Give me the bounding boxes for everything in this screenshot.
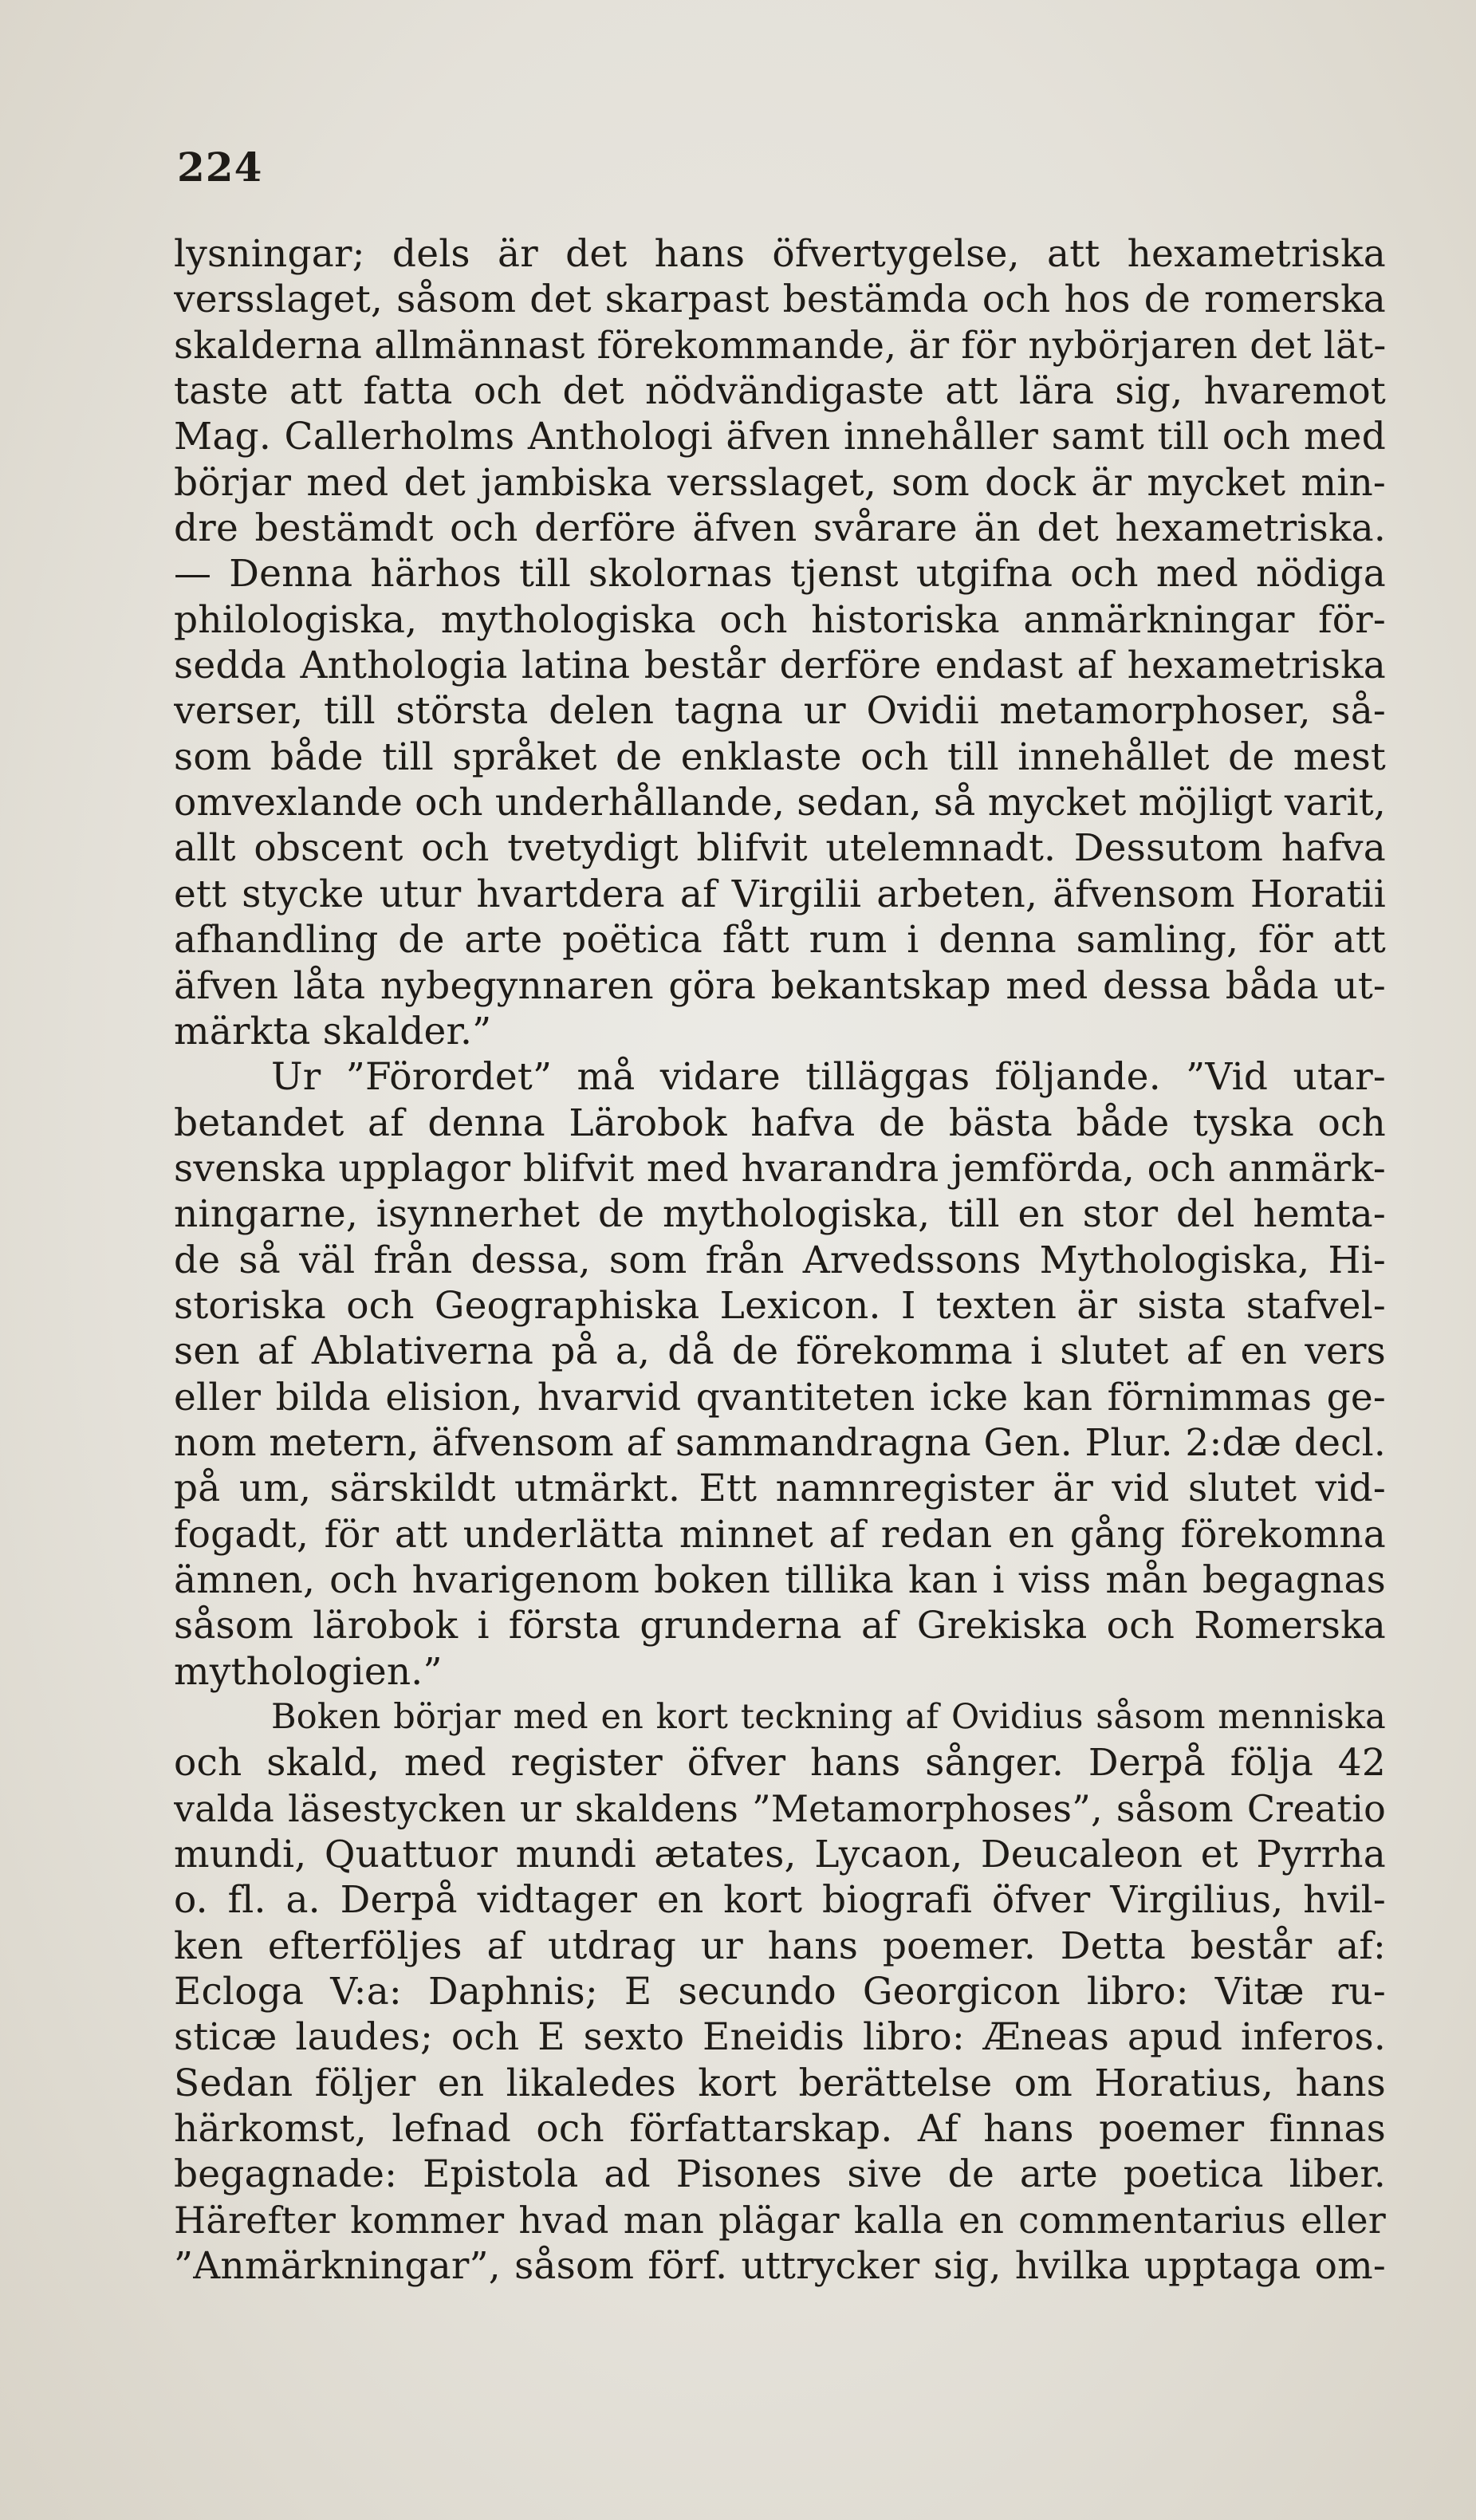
text-line: Boken börjar med en kort teckning af Ovidius såsom menniska: [271, 1697, 1386, 1737]
text-line: afhandling de arte poëtica fått rum i denna samling, för att: [174, 918, 1386, 963]
text-line: Sedan följer en likaledes kort berättelse om Horatius, hans: [174, 2061, 1386, 2105]
text-line: lysningar; dels är det hans öfvertygelse, att hexametriska: [174, 232, 1386, 276]
text-line: ämnen, och hvarigenom boken tillika kan i viss mån begagnas: [174, 1557, 1386, 1602]
text-line: såsom lärobok i första grunderna af Grekiska och Romerska: [174, 1604, 1386, 1648]
text-line: härkomst, lefnad och författarskap. Af hans poemer finnas: [174, 2107, 1386, 2152]
text-line: märkta skalder.”: [174, 1009, 492, 1053]
text-line: mundi, Quattuor mundi ætates, Lycaon, Deucaleon et Pyrrha: [174, 1833, 1386, 1877]
text-line: nom metern, äfvensom af sammandragna Gen. Plur. 2:dæ decl.: [174, 1420, 1386, 1465]
text-line: mythologien.”: [174, 1649, 443, 1694]
page-number: 224: [177, 144, 263, 191]
text-line: Ecloga V:a: Daphnis; E secundo Georgicon libro: Vitæ ru-: [174, 1970, 1386, 2014]
text-line: philologiska, mythologiska och historiska anmärkningar för-: [174, 597, 1386, 642]
text-line: omvexlande och underhållande, sedan, så mycket möjligt varit,: [174, 781, 1386, 825]
text-line: äfven låta nybegynnaren göra bekantskap med dessa båda ut-: [174, 963, 1386, 1008]
text-line: Mag. Callerholms Anthologi äfven innehåller samt till och med: [174, 415, 1386, 459]
text-line: ett stycke utur hvartdera af Virgilii arbeten, äfvensom Horatii: [174, 872, 1386, 916]
text-line: Ur ”Förordet” må vidare tilläggas följande. ”Vid utar-: [271, 1055, 1386, 1100]
text-line: skalderna allmännast förekommande, är för nybörjaren det lät-: [174, 323, 1386, 368]
text-line: storiska och Geographiska Lexicon. I texten är sista stafvel-: [174, 1283, 1386, 1328]
text-line: fogadt, för att underlätta minnet af redan en gång förekomna: [174, 1512, 1386, 1557]
text-line: och skald, med register öfver hans sånger. Derpå följa 42: [174, 1741, 1386, 1786]
text-line: sedda Anthologia latina består derföre endast af hexametriska: [174, 644, 1386, 688]
text-line: betandet af denna Lärobok hafva de bästa både tyska och: [174, 1101, 1386, 1145]
text-line: sen af Ablativerna på a, då de förekomma i slutet af en vers: [174, 1329, 1386, 1374]
text-line: dre bestämdt och derföre äfven svårare än det hexametriska.: [174, 506, 1386, 551]
text-line: sticæ laudes; och E sexto Eneidis libro: Æneas apud inferos.: [174, 2015, 1386, 2060]
text-line: eller bilda elision, hvarvid qvantiteten icke kan förnimmas ge-: [174, 1375, 1386, 1419]
text-line: ”Anmärkningar”, såsom förf. uttrycker sig, hvilka upptaga om-: [174, 2244, 1386, 2289]
text-line: Härefter kommer hvad man plägar kalla en commentarius eller: [174, 2198, 1386, 2242]
text-line: versslaget, såsom det skarpast bestämda och hos de romerska: [174, 278, 1386, 322]
body-text: [174, 231, 1386, 2289]
text-line: svenska upplagor blifvit med hvarandra jemförda, och anmärk-: [174, 1146, 1386, 1191]
text-line: som både till språket de enklaste och till innehållet de mest: [174, 734, 1386, 779]
text-line: valda läsestycken ur skaldens ”Metamorphoses”, såsom Creatio: [174, 1786, 1386, 1830]
text-line: ken efterföljes af utdrag ur hans poemer. Detta består af:: [174, 1923, 1386, 1968]
text-line: börjar med det jambiska versslaget, som dock är mycket min-: [174, 460, 1386, 505]
text-line: på um, särskildt utmärkt. Ett namnregister är vid slutet vid-: [174, 1467, 1386, 1511]
text-line: — Denna härhos till skolornas tjenst utgifna och med nödiga: [174, 552, 1386, 597]
text-line: begagnade: Epistola ad Pisones sive de arte poetica liber.: [174, 2152, 1386, 2197]
text-line: verser, till största delen tagna ur Ovidii metamorphoser, så-: [174, 689, 1386, 734]
text-line: allt obscent och tvetydigt blifvit utelemnadt. Dessutom hafva: [174, 826, 1386, 871]
text-line: ningarne, isynnerhet de mythologiska, till en stor del hemta-: [174, 1192, 1386, 1237]
text-line: o. fl. a. Derpå vidtager en kort biografi öfver Virgilius, hvil-: [174, 1878, 1386, 1923]
text-line: de så väl från dessa, som från Arvedssons Mythologiska, Hi-: [174, 1238, 1386, 1282]
text-line: taste att fatta och det nödvändigaste att lära sig, hvaremot: [174, 369, 1386, 414]
